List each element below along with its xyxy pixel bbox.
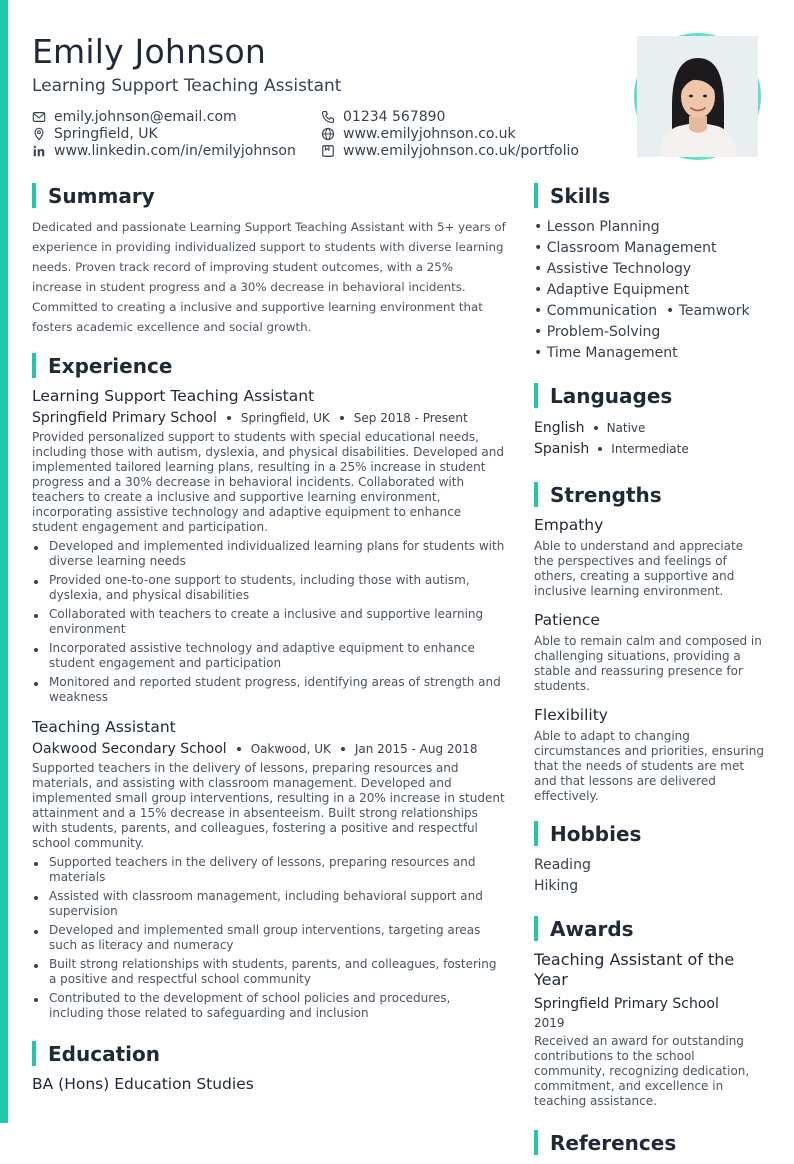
- job-location: Springfield, UK: [240, 411, 330, 425]
- skill-label: Classroom Management: [546, 240, 717, 256]
- strength-title: Empathy: [534, 516, 604, 534]
- award-description: Received an award for outstanding contributions to the school community, recognizing dedication, commitment, and excellence in teaching assistance.: [534, 1034, 750, 1108]
- contact-portfolio[interactable]: [321, 142, 579, 159]
- section-accent: [534, 916, 538, 941]
- list-item: Assisted with classroom management, including behavioral support and supervision: [32, 889, 506, 919]
- experience-heading: [32, 353, 506, 378]
- language-level: Native: [606, 420, 646, 435]
- references-section: [534, 1130, 766, 1155]
- contact-phone[interactable]: [321, 108, 579, 125]
- languages-heading: [534, 383, 766, 408]
- strength-item: [534, 516, 766, 599]
- location-pin-icon: [32, 127, 46, 141]
- languages-section: [534, 383, 766, 459]
- job-dates: Jan 2015 - Aug 2018: [354, 742, 478, 756]
- skill-label: Teamwork: [678, 303, 750, 319]
- strengths-section: [534, 482, 766, 804]
- strengths-heading: [534, 482, 766, 507]
- section-accent: [534, 183, 538, 208]
- job-org: Springfield Primary School: [32, 410, 217, 426]
- job-bullets: [32, 539, 506, 705]
- job-dates: Sep 2018 - Present: [353, 411, 468, 425]
- skill-item: • Assistive Technology: [534, 261, 692, 277]
- award-year: 2019: [534, 1016, 565, 1030]
- skill-item: • Time Management: [534, 345, 678, 361]
- job-meta: [32, 740, 506, 758]
- skills-title: Skills: [550, 183, 611, 208]
- hobbies-title: Hobbies: [550, 821, 642, 846]
- section-accent: [534, 383, 538, 408]
- linkedin-icon: [32, 144, 46, 158]
- section-accent: [534, 821, 538, 846]
- strengths-title: Strengths: [550, 482, 662, 507]
- job-description: Provided personalized support to students with special educational needs, including those with autism, dyslexia, and physical disabilities. Developed and implemented tailored learning plans, resulting in a 25% increase in student progress and a 30% decrease in behavioral incidents. Collaborated with teachers to create a inclusive and supportive learning environment, incorporating assistive technology and adaptive equipment to enhance student engagement and participation.: [32, 430, 504, 534]
- job-title: Teaching Assistant: [32, 718, 176, 736]
- job-entry: [32, 718, 506, 1021]
- languages-title: Languages: [550, 383, 673, 408]
- main-column: [32, 183, 506, 1093]
- summary-heading: [32, 183, 506, 208]
- contact-email[interactable]: [32, 108, 296, 125]
- strength-description: Able to remain calm and composed in challenging situations, providing a stable and reassuring presence for students.: [534, 634, 762, 693]
- experience-section: [32, 353, 506, 1021]
- email-text: emily.johnson@email.com: [54, 108, 237, 125]
- skill-item: • Adaptive Equipment: [534, 282, 690, 298]
- website-text: www.emilyjohnson.co.uk: [343, 125, 516, 142]
- language-item: [534, 438, 766, 459]
- skills-section: [534, 183, 766, 364]
- awards-section: [534, 916, 766, 1109]
- job-title: Learning Support Teaching Assistant: [32, 387, 315, 405]
- location-text: Springfield, UK: [54, 125, 158, 142]
- summary-title: Summary: [48, 183, 155, 208]
- section-accent: [32, 353, 36, 378]
- job-entry: [32, 387, 506, 705]
- list-item: Contributed to the development of school policies and procedures, including those related to safeguarding and inclusion: [32, 991, 506, 1021]
- separator-dot: [594, 426, 598, 430]
- education-degree: BA (Hons) Education Studies: [32, 1075, 254, 1093]
- profile-photo: [634, 33, 761, 160]
- separator-dot: [237, 747, 241, 751]
- candidate-role: Learning Support Teaching Assistant: [32, 76, 342, 96]
- job-org: Oakwood Secondary School: [32, 741, 227, 757]
- sidebar-column: [534, 183, 766, 1164]
- section-accent: [32, 183, 36, 208]
- list-item: Incorporated assistive technology and adaptive equipment to enhance student engagement and participation: [32, 641, 506, 671]
- hobbies-heading: [534, 821, 766, 846]
- strength-description: Able to adapt to changing circumstances and priorities, ensuring that the needs of students are met and that lessons are delivered effectively.: [534, 729, 764, 803]
- globe-icon: [321, 127, 335, 141]
- separator-dot: [227, 416, 231, 420]
- strength-item: [534, 706, 766, 804]
- experience-title: Experience: [48, 353, 173, 378]
- strength-title: Flexibility: [534, 706, 608, 724]
- section-accent: [32, 1041, 36, 1066]
- skill-label: Time Management: [546, 345, 678, 361]
- education-section: [32, 1041, 506, 1093]
- contact-location: [32, 125, 296, 142]
- contact-website[interactable]: [321, 125, 579, 142]
- portfolio-text: www.emilyjohnson.co.uk/portfolio: [343, 142, 579, 159]
- list-item: Supported teachers in the delivery of lessons, preparing resources and materials: [32, 855, 506, 885]
- candidate-name: Emily Johnson: [32, 32, 267, 71]
- list-item: Built strong relationships with students, parents, and colleagues, fostering a positive and respectful school community: [32, 957, 506, 987]
- section-accent: [534, 1130, 538, 1155]
- avatar-illustration: [637, 36, 758, 157]
- strength-item: [534, 611, 766, 694]
- hobby-item: Hiking: [534, 878, 579, 894]
- contact-column-right: [321, 108, 579, 159]
- awards-title: Awards: [550, 916, 634, 941]
- contact-column-left: [32, 108, 296, 159]
- awards-heading: [534, 916, 766, 941]
- list-item: Monitored and reported student progress, identifying areas of strength and weakness: [32, 675, 506, 705]
- job-location: Oakwood, UK: [250, 742, 331, 756]
- contact-linkedin[interactable]: [32, 142, 296, 159]
- skills-heading: [534, 183, 766, 208]
- skill-label: Problem-Solving: [546, 324, 661, 340]
- list-item: Developed and implemented individualized learning plans for students with diverse learning needs: [32, 539, 506, 569]
- references-title: References: [550, 1130, 677, 1155]
- list-item: Provided one-to-one support to students, including those with autism, dyslexia, and physical disabilities: [32, 573, 506, 603]
- award-org: Springfield Primary School: [534, 996, 719, 1012]
- strength-description: Able to understand and appreciate the perspectives and feelings of others, creating a supportive and inclusive learning environment.: [534, 539, 744, 598]
- separator-dot: [598, 447, 602, 451]
- skill-label: Lesson Planning: [546, 219, 660, 235]
- section-accent: [534, 482, 538, 507]
- skill-label: Communication: [546, 303, 658, 319]
- skill-item: • Classroom Management: [534, 240, 717, 256]
- strength-title: Patience: [534, 611, 600, 629]
- list-item: Developed and implemented small group interventions, targeting areas such as literacy and numeracy: [32, 923, 506, 953]
- references-heading: [534, 1130, 766, 1155]
- phone-icon: [321, 110, 335, 124]
- linkedin-text: www.linkedin.com/in/emilyjohnson: [54, 142, 296, 159]
- skill-label: Assistive Technology: [546, 261, 692, 277]
- job-meta: [32, 409, 506, 427]
- education-heading: [32, 1041, 506, 1066]
- skill-item: • Problem-Solving: [534, 324, 661, 340]
- hobby-item: Reading: [534, 857, 591, 873]
- portfolio-icon: [321, 144, 335, 158]
- skill-item: • Communication • Teamwork: [534, 303, 750, 319]
- accent-bar: [0, 0, 8, 1123]
- language-level: Intermediate: [611, 441, 689, 456]
- education-title: Education: [48, 1041, 160, 1066]
- skill-label: Adaptive Equipment: [546, 282, 690, 298]
- hobbies-section: [534, 821, 766, 897]
- language-item: [534, 417, 766, 438]
- summary-section: [32, 183, 506, 337]
- phone-text: 01234 567890: [343, 108, 446, 125]
- email-icon: [32, 110, 46, 124]
- job-description: Supported teachers in the delivery of lessons, preparing resources and materials, and assisting with classroom management. Developed and implemented small group interventions, resulting in a 20% increase in student attainment and a 15% decrease in absenteeism. Built strong relationships with students, parents, and colleagues, fostering a positive and respectful school community.: [32, 761, 505, 850]
- separator-dot: [340, 416, 344, 420]
- job-bullets: [32, 855, 506, 1021]
- language-name: English: [534, 419, 585, 436]
- skill-item: • Lesson Planning: [534, 219, 660, 235]
- separator-dot: [341, 747, 345, 751]
- language-name: Spanish: [534, 440, 590, 457]
- list-item: Collaborated with teachers to create a inclusive and supportive learning environment: [32, 607, 506, 637]
- award-title: Teaching Assistant of the Year: [534, 950, 735, 989]
- summary-text: Dedicated and passionate Learning Support Teaching Assistant with 5+ years of experience in providing individualized support to students with diverse learning needs. Proven track record of improving student outcomes, with a 25% increase in student progress and a 30% decrease in behavioral incidents. Committed to creating a inclusive and supportive learning environment that fosters academic excellence and social growth.: [32, 220, 506, 334]
